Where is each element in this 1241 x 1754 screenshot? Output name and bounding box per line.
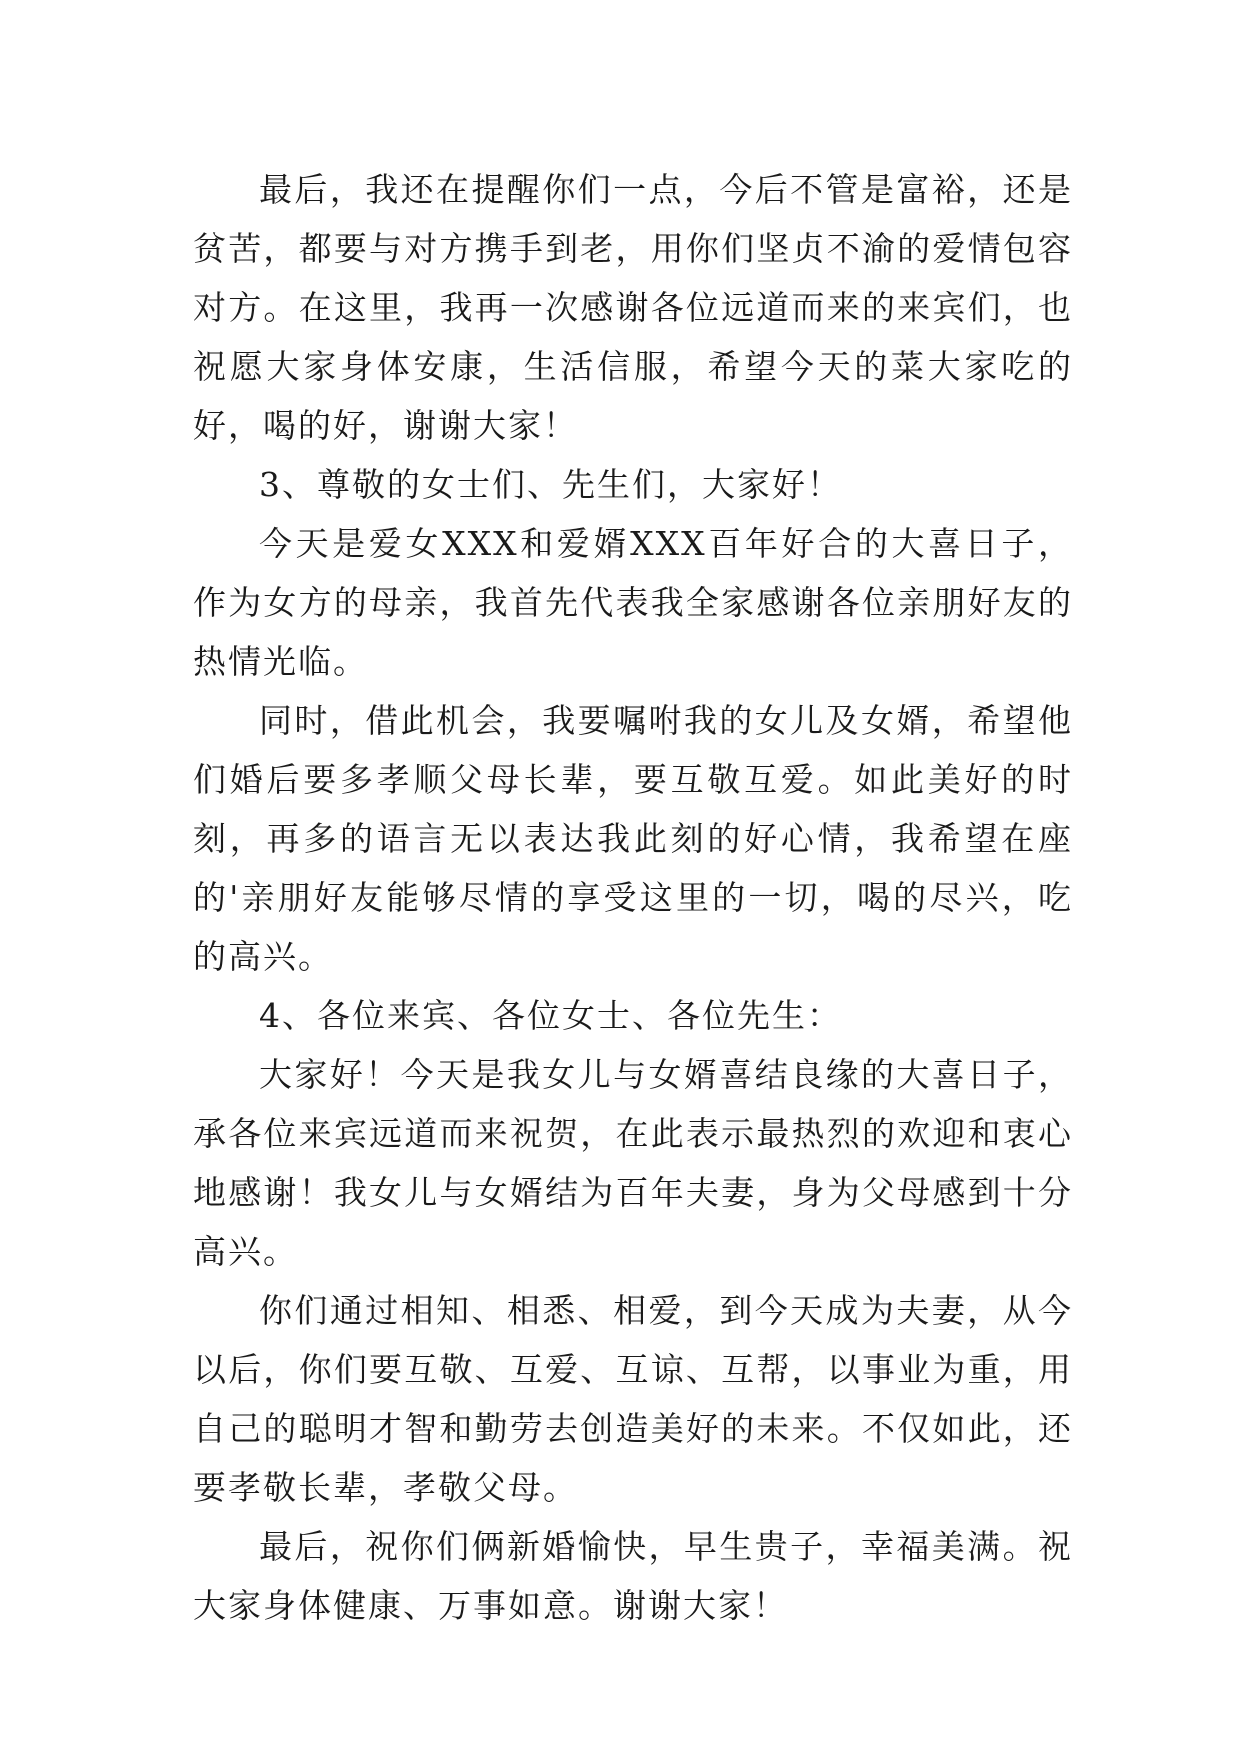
paragraph: 大家好！今天是我女儿与女婿喜结良缘的大喜日子，承各位来宾远道而来祝贺，在此表示最热烈的欢迎和衷心地感谢！我女儿与女婿结为百年夫妻，身为父母感到十分高兴。	[193, 1055, 1073, 1271]
document-body	[193, 160, 1073, 1635]
paragraph: 最后，我还在提醒你们一点，今后不管是富裕，还是贫苦，都要与对方携手到老，用你们坚贞不渝的爱情包容对方。在这里，我再一次感谢各位远道而来的来宾们，也祝愿大家身体安康，生活信服，希望今天的菜大家吃的好，喝的好，谢谢大家！	[193, 170, 1073, 445]
section-heading: 4、各位来宾、各位女士、各位先生：	[259, 996, 842, 1035]
section-heading: 3、尊敬的女士们、先生们，大家好！	[259, 465, 842, 504]
paragraph: 最后，祝你们俩新婚愉快，早生贵子，幸福美满。祝大家身体健康、万事如意。谢谢大家！	[193, 1527, 1073, 1625]
paragraph: 今天是爱女XXX和爱婿XXX百年好合的大喜日子，作为女方的母亲，我首先代表我全家感谢各位亲朋好友的热情光临。	[193, 524, 1073, 681]
paragraph: 同时，借此机会，我要嘱咐我的女儿及女婿，希望他们婚后要多孝顺父母长辈，要互敬互爱。如此美好的时刻，再多的语言无以表达我此刻的好心情，我希望在座的'亲朋好友能够尽情的享受这里的一切，喝的尽兴，吃的高兴。	[193, 701, 1073, 976]
paragraph: 你们通过相知、相悉、相爱，到今天成为夫妻，从今以后，你们要互敬、互爱、互谅、互帮，以事业为重，用自己的聪明才智和勤劳去创造美好的未来。不仅如此，还要孝敬长辈，孝敬父母。	[193, 1291, 1073, 1507]
